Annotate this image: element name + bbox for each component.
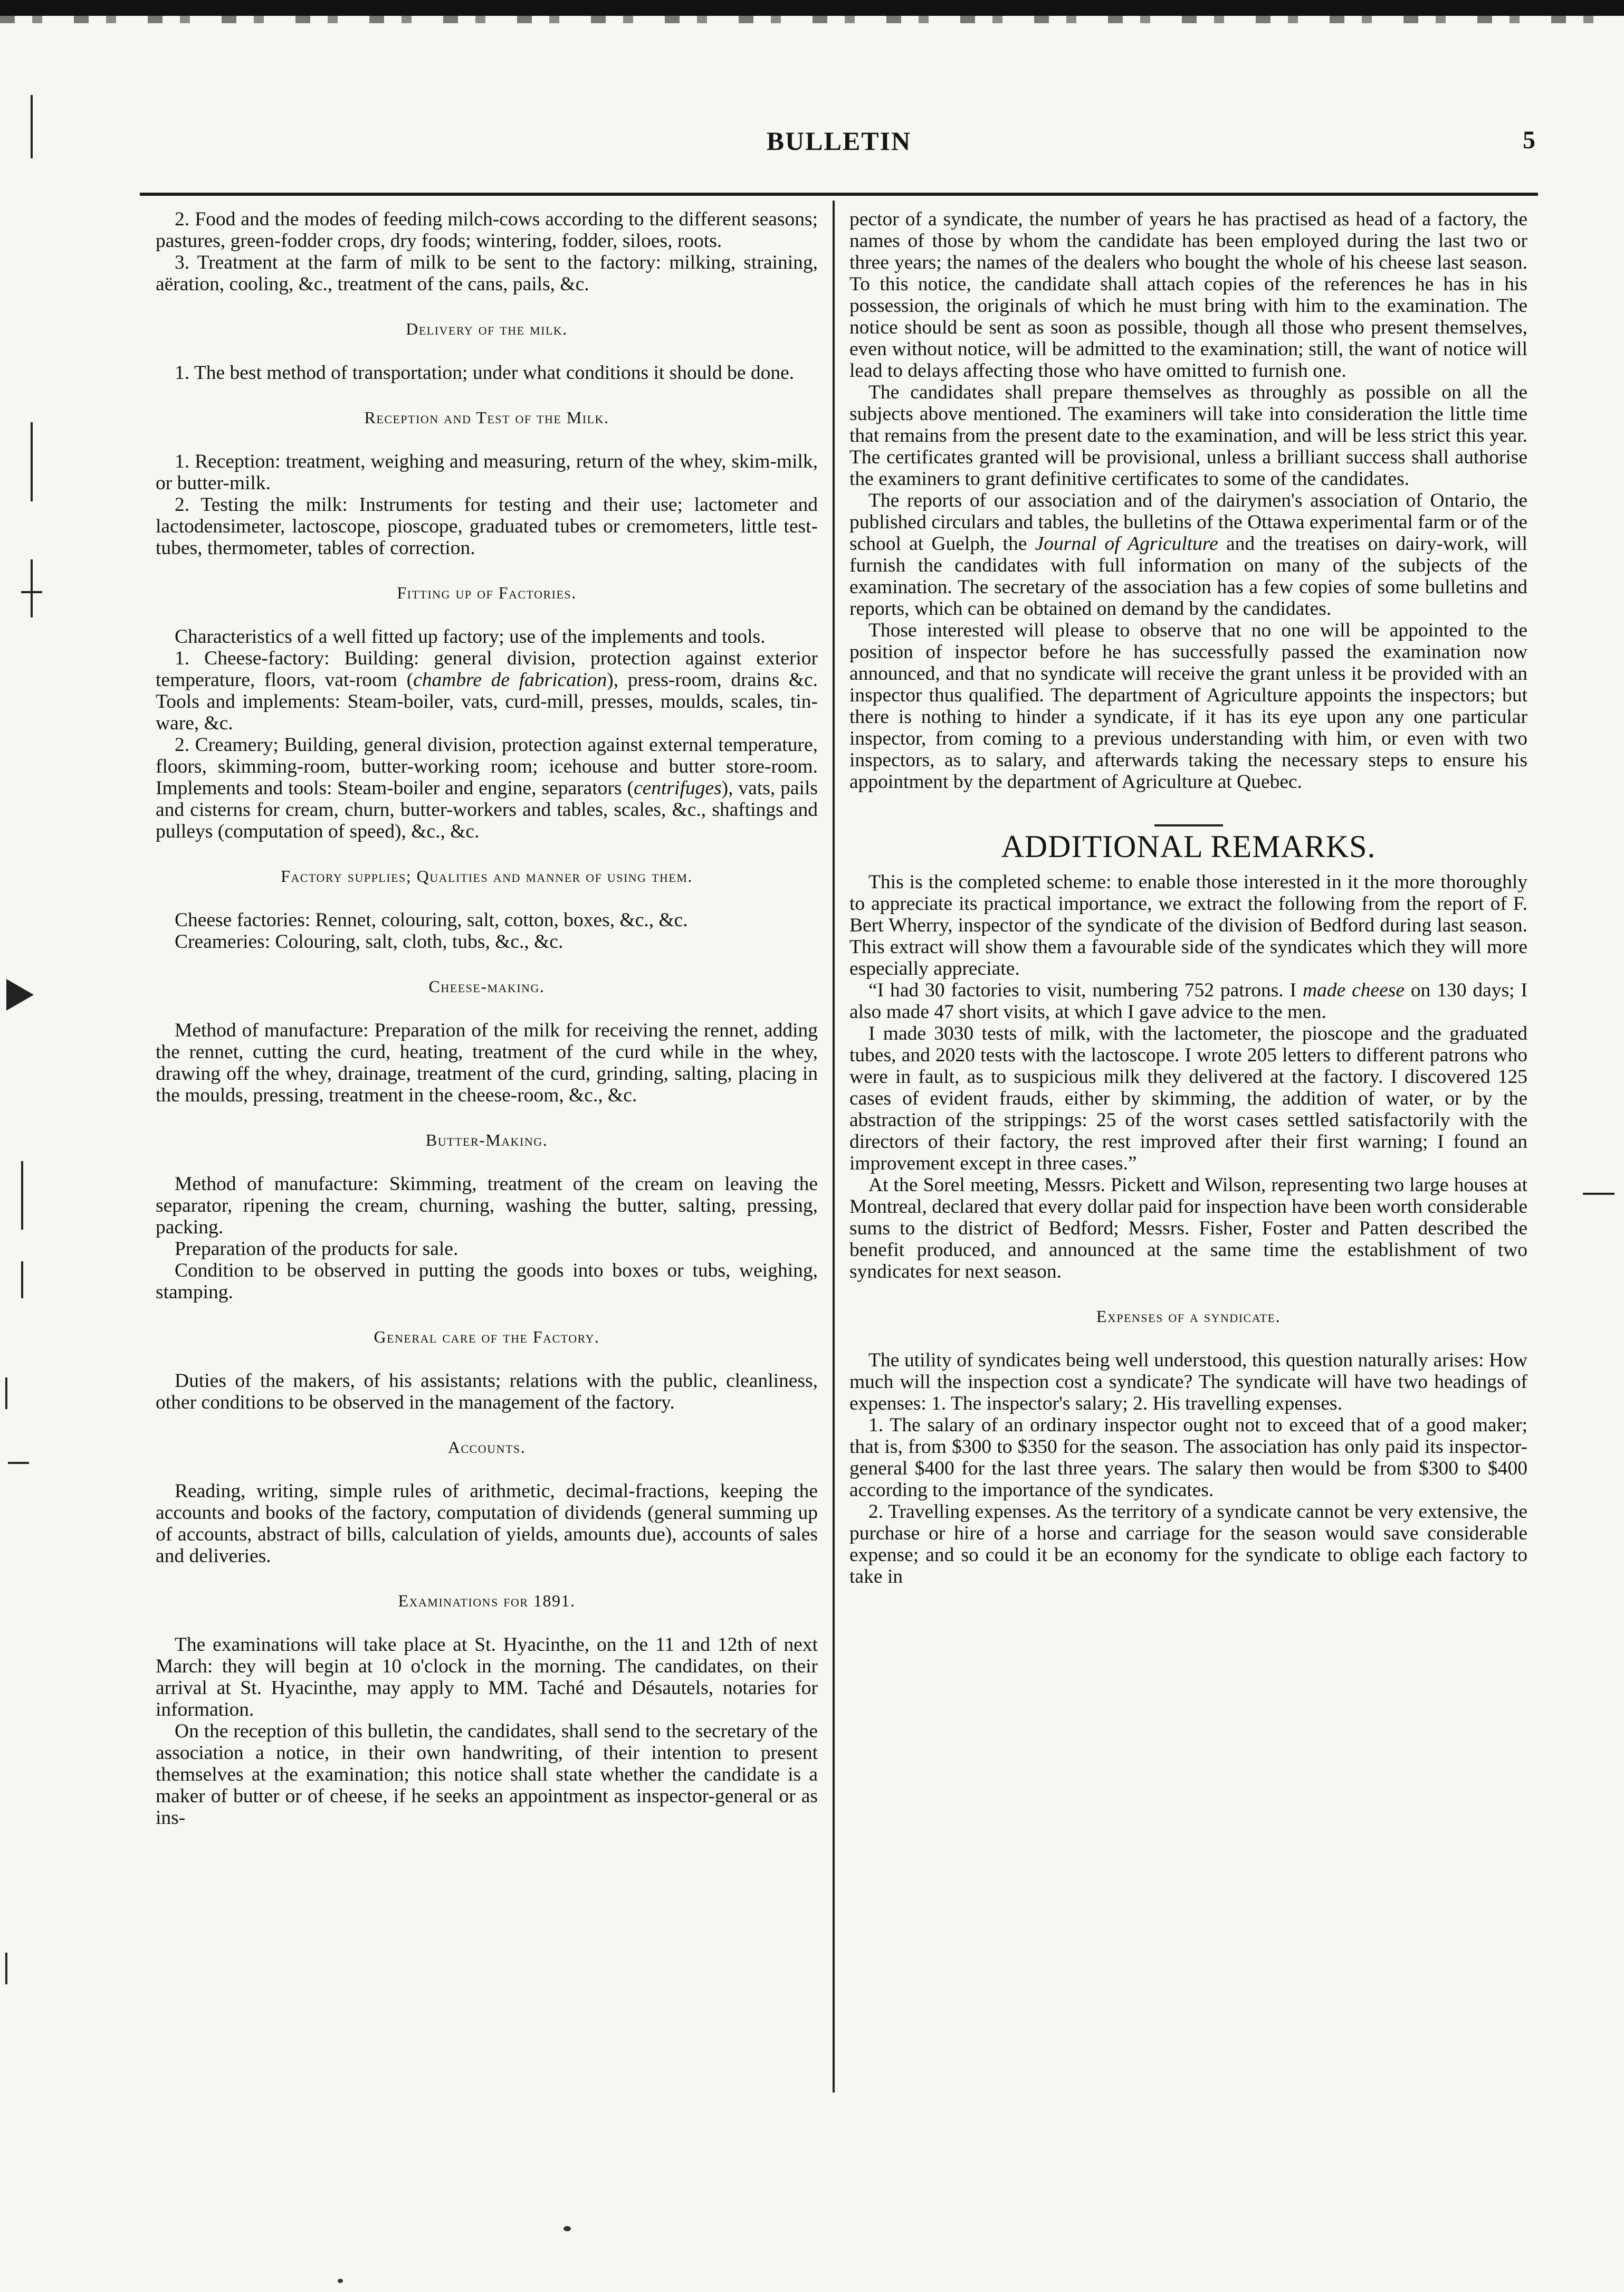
paragraph: Condition to be observed in putting the goods into boxes or tubs, weighing, stamping. <box>156 1260 818 1303</box>
section-heading: Factory supplies; Qualities and manner of using them. <box>281 867 693 886</box>
paragraph: On the reception of this bulletin, the candidates, shall send to the secretary of the association a notice, in their own handwriting, of their intention to present themselves at the examination; this notice shall state whether the candidate is a maker of butter or of cheese, if he seeks an appointment as inspector-general or as ins- <box>156 1720 818 1829</box>
paragraph: 2. Food and the modes of feeding milch-cows according to the different seasons; pastures, green-fodder crops, dry foods; wintering, fodder, siloes, roots. <box>156 208 818 252</box>
margin-mark <box>21 1261 23 1298</box>
text-run: 2. Creamery; Building, general division, protection against external temperature, floors, skimming-room, butter-working room; icehouse and butter store-room. Implements and tools: Steam-boiler and engine, separators ( <box>156 734 818 799</box>
paragraph: Preparation of the products for sale. <box>175 1238 458 1260</box>
right-column <box>849 208 1527 1587</box>
margin-mark <box>31 559 33 617</box>
page-header <box>142 126 1535 163</box>
paragraph: Method of manufacture: Preparation of the milk for receiving the rennet, adding the rennet, cutting the curd, heating, treatment of the curd while in the whey, drawing off the whey, drainage, treatment of the curd, grinding, salting, placing in the moulds, pressing, treatment in the cheese-room, &c., &c. <box>156 1020 818 1106</box>
text-run: on 130 days; I also made 47 short visits, at which I gave advice to the men. <box>849 979 1527 1023</box>
italic-run: Journal of Agriculture <box>1035 533 1218 555</box>
paragraph: The candidates shall prepare themselves as throughly as possible on all the subjects above mentioned. The examiners will take into consideration the little time that remains from the present date to the examination, and will be less strict this year. The certificates granted will be provisional, unless a brilliant success shall authorise the examiners to grant definitive certificates to some of the candidates. <box>849 382 1527 490</box>
margin-mark <box>8 1462 29 1464</box>
header-rule <box>140 193 1538 196</box>
text-run: The reports of our association and of the dairymen's association of Ontario, the published circulars and tables, the bulletins of the Ottawa experimental farm or of the school at Guelph, the <box>849 490 1527 555</box>
section-heading: Expenses of a syndicate. <box>1096 1307 1281 1326</box>
paragraph: Reading, writing, simple rules of arithmetic, decimal-fractions, keeping the accounts and books of the factory, computation of dividends (general summing up of accounts, abstract of bills, calculation of yields, amounts due), accounts of sales and deliveries. <box>156 1480 818 1567</box>
scan-speck <box>563 2226 571 2231</box>
margin-mark <box>5 1377 7 1409</box>
paragraph: 3. Treatment at the farm of milk to be sent to the factory: milking, straining, aëration, cooling, &c., treatment of the cans, pails, &c. <box>156 252 818 295</box>
margin-mark <box>1583 1193 1615 1195</box>
text-run: and the treatises on dairy-work, will furnish the candidates with full information on many of the subjects of the examination. The secretary of the association has a few copies of some bulletins and reports, which can be obtained on demand by the candidates. <box>849 533 1527 620</box>
paragraph: I made 3030 tests of milk, with the lactometer, the pioscope and the graduated tubes, and 2020 tests with the lactoscope. I wrote 205 letters to different patrons who were in fault, as to suspicious milk they delivered at the factory. I discovered 125 cases of evident frauds, either by skimming, the addition of water, or by the abstraction of the strippings: 25 of the worst cases settled satisfactorily with the directors of their factory, the rest improved after their first warning; I found an improvement except in three cases.” <box>849 1023 1527 1174</box>
section-heading: Butter-Making. <box>425 1130 548 1149</box>
running-title: BULLETIN <box>766 126 912 156</box>
paragraph: Creameries: Colouring, salt, cloth, tubs, &c., &c. <box>175 931 563 953</box>
paragraph: 2. Testing the milk: Instruments for testing and their use; lactometer and lactodensimeter, lactoscope, pioscope, graduated tubes or cremometers, little test-tubes, thermometer, tables of correction. <box>156 494 818 559</box>
italic-run: chambre de fabrication <box>413 669 607 691</box>
paragraph: Those interested will please to observe that no one will be appointed to the position of inspector before he has successfully passed the examination now announced, and that no syndicate will receive the grant unless it be provided with an inspector thus qualified. The department of Agriculture appoints the inspectors; but there is nothing to hinder a syndicate, if it has its eye upon any one particular inspector, from coming to a previous understanding with him, or even with two inspectors, as to salary, and afterwards taking the necessary steps to ensure his appointment by the department of Agriculture at Quebec. <box>849 620 1527 793</box>
margin-arrow-icon <box>6 979 34 1011</box>
paragraph: 1. The salary of an ordinary inspector ought not to exceed that of a good maker; that is, from $300 to $350 for the season. The association has only paid its inspector-general $400 for the last three years. The salary then would be from $300 to $400 according to the importance of the syndicates. <box>849 1414 1527 1501</box>
paragraph: The utility of syndicates being well understood, this question naturally arises: How much will the inspection cost a syndicate? The syndicate will have two headings of expenses: 1. The inspector's salary; 2. His travelling expenses. <box>849 1349 1527 1414</box>
section-heading: Reception and Test of the Milk. <box>364 408 609 427</box>
paragraph: Characteristics of a well fitted up factory; use of the implements and tools. <box>175 626 766 648</box>
paragraph <box>156 648 818 734</box>
margin-mark <box>31 95 33 158</box>
paragraph: 2. Travelling expenses. As the territory of a syndicate cannot be very extensive, the purchase or hire of a horse and carriage for the season would save considerable expense; and so could it be an economy for the syndicate to oblige each factory to take in <box>849 1501 1527 1587</box>
paragraph: Method of manufacture: Skimming, treatment of the cream on leaving the separator, ripening the cream, churning, washing the butter, salting, pressing, packing. <box>156 1173 818 1238</box>
text-run: 1. Cheese-factory: Building: general division, protection against exterior temperature, floors, vat-room ( <box>156 648 818 691</box>
section-heading: Fitting up of Factories. <box>397 583 577 602</box>
paragraph <box>849 490 1527 620</box>
left-column <box>156 208 818 1829</box>
italic-run: made cheese <box>1302 979 1405 1001</box>
scan-speck <box>338 2279 343 2283</box>
section-heading: Cheese-making. <box>428 977 545 996</box>
paragraph <box>849 979 1527 1023</box>
text-run: ), vats, pails and cisterns for cream, churn, butter-workers and tables, scales, &c., shaftings and pulleys (computation of speed), &c., &c. <box>156 777 818 842</box>
section-separator <box>1154 824 1223 826</box>
section-heading: Examinations for 1891. <box>398 1591 576 1610</box>
paragraph <box>156 734 818 842</box>
section-heading: General care of the Factory. <box>374 1327 600 1346</box>
margin-mark <box>5 1953 7 1984</box>
text-run: ), press-room, drains &c. Tools and implements: Steam-boiler, vats, curd-mill, presses, moulds, scales, tin-ware, &c. <box>156 669 818 734</box>
section-heading: Delivery of the milk. <box>406 319 568 338</box>
section-heading: Accounts. <box>447 1438 526 1457</box>
paragraph: The examinations will take place at St. Hyacinthe, on the 11 and 12th of next March: they will begin at 10 o'clock in the morning. The candidates, on their arrival at St. Hyacinthe, may apply to MM. Taché and Désautels, notaries for information. <box>156 1634 818 1720</box>
margin-mark <box>21 1161 23 1230</box>
scan-top-border <box>0 0 1624 16</box>
paragraph: 1. Reception: treatment, weighing and measuring, return of the whey, skim-milk, or butter-milk. <box>156 451 818 494</box>
paragraph: pector of a syndicate, the number of years he has practised as head of a factory, the names of those by whom the candidate has been employed during the last two or three years; the names of the dealers who bought the whole of his cheese last season. To this notice, the candidate shall attach copies of the references he has in his possession, the originals of which he must bring with him to the examination. The notice should be sent as soon as possible, though all those who present themselves, even without notice, will be admitted to the examination; still, the want of notice will lead to delays affecting those who have omitted to furnish one. <box>849 208 1527 382</box>
scan-top-border-edge <box>0 16 1624 23</box>
margin-mark <box>31 422 33 501</box>
paragraph: At the Sorel meeting, Messrs. Pickett and Wilson, representing two large houses at Montreal, declared that every dollar paid for inspection have been worth considerable sums to the district of Bedford; Messrs. Fisher, Foster and Patten described the benefit produced, and announced at the same time the establishment of two syndicates for next season. <box>849 1174 1527 1282</box>
text-run: “I had 30 factories to visit, numbering 752 patrons. I <box>868 979 1303 1001</box>
paragraph: This is the completed scheme: to enable those interested in it the more thoroughly to appreciate its practical importance, we extract the following from the report of F. Bert Wherry, inspector of the syndicate of the division of Bedford during last season. This extract will show them a favourable side of the syndicates which they will more especially appreciate. <box>849 871 1527 979</box>
paragraph: 1. The best method of transportation; under what conditions it should be done. <box>175 362 795 384</box>
section-title: ADDITIONAL REMARKS. <box>1001 829 1376 864</box>
paragraph: Duties of the makers, of his assistants; relations with the public, cleanliness, other conditions to be observed in the management of the factory. <box>156 1370 818 1413</box>
paragraph: Cheese factories: Rennet, colouring, salt, cotton, boxes, &c., &c. <box>175 909 688 931</box>
page-number: 5 <box>1523 126 1535 154</box>
column-divider <box>833 201 835 2093</box>
italic-run: centrifuges <box>633 777 722 799</box>
